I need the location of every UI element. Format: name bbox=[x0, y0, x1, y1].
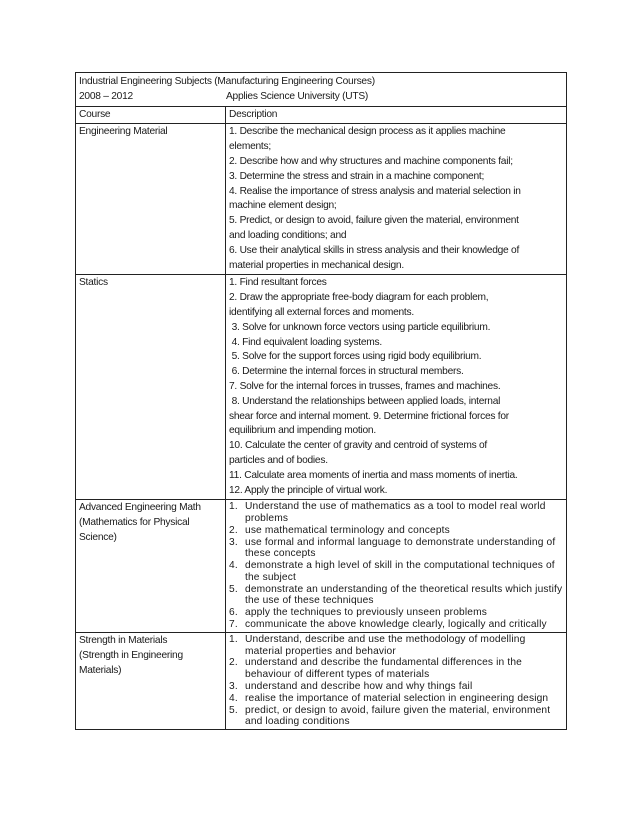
course-cell bbox=[76, 500, 226, 633]
list-item bbox=[229, 657, 563, 680]
item-number: 1. bbox=[229, 501, 238, 513]
description-cell bbox=[226, 632, 567, 729]
list-item bbox=[229, 607, 563, 619]
document-title: Industrial Engineering Subjects (Manufacturing Engineering Courses) bbox=[79, 76, 375, 87]
course-name-line: Strength in Materials bbox=[79, 634, 168, 646]
description-line: 11. Calculate area moments of inertia and mass moments of inertia. bbox=[229, 469, 518, 481]
years-range: 2008 – 2012 bbox=[79, 90, 133, 102]
item-number: 4. bbox=[229, 692, 238, 704]
item-text: use formal and informal language to demonstrate understanding of these concepts bbox=[245, 536, 556, 560]
item-number: 5. bbox=[229, 583, 238, 595]
item-text: understand and describe the fundamental differences in the behaviour of different types of materials bbox=[245, 657, 522, 680]
item-text: apply the techniques to previously unseen problems bbox=[245, 607, 487, 619]
course-cell bbox=[76, 124, 226, 275]
description-line: 3. Determine the stress and strain in a machine component; bbox=[229, 170, 485, 182]
description-line: and loading conditions; and bbox=[229, 229, 347, 241]
description-line: 12. Apply the principle of virtual work. bbox=[229, 484, 388, 496]
description-line: 4. Realise the importance of stress analysis and material selection in bbox=[229, 185, 521, 197]
description-line: 7. Solve for the internal forces in trusses, frames and machines. bbox=[229, 380, 501, 392]
description-line: 1. Find resultant forces bbox=[229, 277, 327, 289]
list-item bbox=[229, 525, 563, 537]
list-item bbox=[229, 705, 563, 728]
description-line: 10. Calculate the center of gravity and centroid of systems of bbox=[229, 440, 488, 452]
course-name-line: (Mathematics for Physical bbox=[79, 517, 190, 529]
table-row bbox=[76, 500, 567, 633]
description-line: 6. Determine the internal forces in structural members. bbox=[229, 366, 464, 378]
course-cell bbox=[76, 275, 226, 500]
description-line: 1. Describe the mechanical design process as it applies machine bbox=[229, 126, 506, 138]
course-name-line: (Strength in Engineering bbox=[79, 649, 183, 661]
course-column-header: Course bbox=[76, 106, 226, 124]
item-number: 2. bbox=[229, 657, 238, 669]
description-line: 2. Describe how and why structures and machine components fail; bbox=[229, 155, 513, 167]
list-item bbox=[229, 584, 563, 607]
table-row bbox=[76, 632, 567, 729]
description-line: elements; bbox=[229, 141, 271, 153]
list-item bbox=[229, 619, 563, 631]
description-line: identifying all external forces and moments. bbox=[229, 306, 414, 318]
description-cell bbox=[226, 124, 567, 275]
outcomes-list bbox=[229, 634, 563, 728]
item-text: communicate the above knowledge clearly, logically and critically bbox=[245, 619, 547, 631]
item-text: Understand, describe and use the methodology of modelling material properties and behavior bbox=[245, 633, 526, 657]
column-header-row bbox=[76, 106, 567, 124]
outcomes-list bbox=[229, 501, 563, 630]
item-number: 7. bbox=[229, 619, 238, 631]
item-number: 2. bbox=[229, 524, 238, 536]
item-text: realise the importance of material selection in engineering design bbox=[245, 692, 549, 704]
course-name-line: Advanced Engineering Math bbox=[79, 502, 201, 514]
list-item bbox=[229, 501, 563, 524]
description-line: 5. Predict, or design to avoid, failure given the material, environment bbox=[229, 215, 519, 227]
list-item bbox=[229, 681, 563, 693]
item-number: 5. bbox=[229, 704, 238, 716]
course-name-line: Science) bbox=[79, 531, 117, 543]
item-number: 3. bbox=[229, 536, 238, 548]
item-number: 6. bbox=[229, 607, 238, 619]
description-line: 6. Use their analytical skills in stress analysis and their knowledge of bbox=[229, 244, 520, 256]
table-header-row bbox=[76, 73, 567, 107]
header-cell bbox=[76, 73, 567, 107]
subjects-table bbox=[75, 72, 567, 730]
description-line: 5. Solve for the support forces using rigid body equilibrium. bbox=[229, 351, 482, 363]
item-text: demonstrate a high level of skill in the computational techniques of the subject bbox=[245, 560, 555, 583]
course-name: Statics bbox=[79, 277, 108, 289]
description-line: 4. Find equivalent loading systems. bbox=[229, 336, 382, 348]
item-number: 4. bbox=[229, 560, 238, 572]
course-name-line: Materials) bbox=[79, 664, 122, 676]
item-number: 1. bbox=[229, 633, 238, 645]
description-line: machine element design; bbox=[229, 200, 337, 212]
description-cell bbox=[226, 275, 567, 500]
course-name: Engineering Material bbox=[79, 126, 168, 138]
item-number: 3. bbox=[229, 680, 238, 692]
description-line: equilibrium and impending motion. bbox=[229, 425, 376, 437]
item-text: use mathematical terminology and concepts bbox=[245, 524, 450, 536]
table-row bbox=[76, 124, 567, 275]
item-text: understand and describe how and why things fail bbox=[245, 680, 473, 692]
description-line: 8. Understand the relationships between applied loads, internal bbox=[229, 395, 501, 407]
description-line: 3. Solve for unknown force vectors using particle equilibrium. bbox=[229, 321, 491, 333]
description-line: particles and of bodies. bbox=[229, 454, 328, 466]
description-line: shear force and internal moment. 9. Determine frictional forces for bbox=[229, 410, 509, 422]
description-line: material properties in mechanical design. bbox=[229, 259, 404, 271]
list-item bbox=[229, 560, 563, 583]
description-column-header: Description bbox=[226, 106, 567, 124]
list-item bbox=[229, 537, 563, 560]
list-item bbox=[229, 693, 563, 705]
course-cell bbox=[76, 632, 226, 729]
description-line: 2. Draw the appropriate free-body diagram for each problem, bbox=[229, 292, 489, 304]
item-text: demonstrate an understanding of the theoretical results which justify the use of these techniques bbox=[245, 583, 563, 607]
item-text: Understand the use of mathematics as a tool to model real world problems bbox=[245, 501, 546, 524]
list-item bbox=[229, 634, 563, 657]
table-row bbox=[76, 275, 567, 500]
university-name: Applies Science University (UTS) bbox=[226, 90, 369, 102]
item-text: predict, or design to avoid, failure given the material, environment and loading conditions bbox=[245, 704, 551, 728]
description-cell bbox=[226, 500, 567, 633]
